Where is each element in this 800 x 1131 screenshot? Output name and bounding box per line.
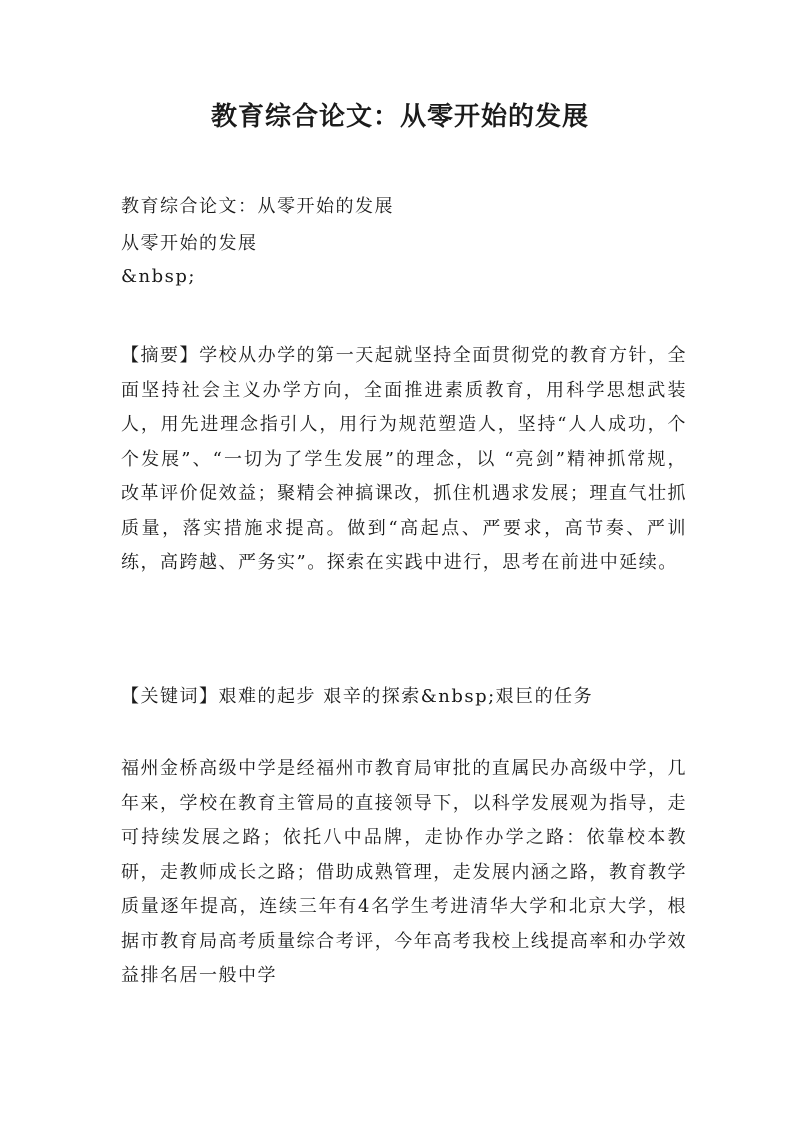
- document-title: 教育综合论文：从零开始的发展: [210, 102, 589, 132]
- abstract-paragraph: 【摘要】学校从办学的第一天起就坚持全面贯彻党的教育方针，全面坚持社会主义办学方向，全面推进素质教育，用科学思想武装人，用先进理念指引人，用行为规范塑造人，坚持“人人成功，个个发展”、“一切为了学生发展”的理念，以 “亮剑”精神抓常规，改革评价促效益；聚精会神搞课改，抓住机遇求发展；理直气壮抓质量，落实措施求提高。做到“高起点、严要求，高节奏、严训练，高跨越、严务实”。探索在实践中进行，思考在前进中延续。: [121, 345, 687, 573]
- keywords-line: 【关键词】艰难的起步 艰辛的探索&nbsp;艰巨的任务: [121, 686, 594, 707]
- body-paragraph: 福州金桥高级中学是经福州市教育局审批的直属民办高级中学，几年来，学校在教育主管局的直接领导下，以科学发展观为指导，走可持续发展之路；依托八中品牌，走协作办学之路：依靠校本教研，走教师成长之路；借助成熟管理，走发展内涵之路，教育教学质量逐年提高，连续三年有4名学生考进清华大学和北京大学，根据市教育局高考质量综合考评，今年高考我校上线提高率和办学效益排名居一般中学: [121, 758, 687, 986]
- intro-line-subtitle: 从零开始的发展: [121, 233, 258, 254]
- intro-line-nbsp: &nbsp;: [121, 266, 196, 287]
- intro-line-title: 教育综合论文：从零开始的发展: [121, 196, 394, 217]
